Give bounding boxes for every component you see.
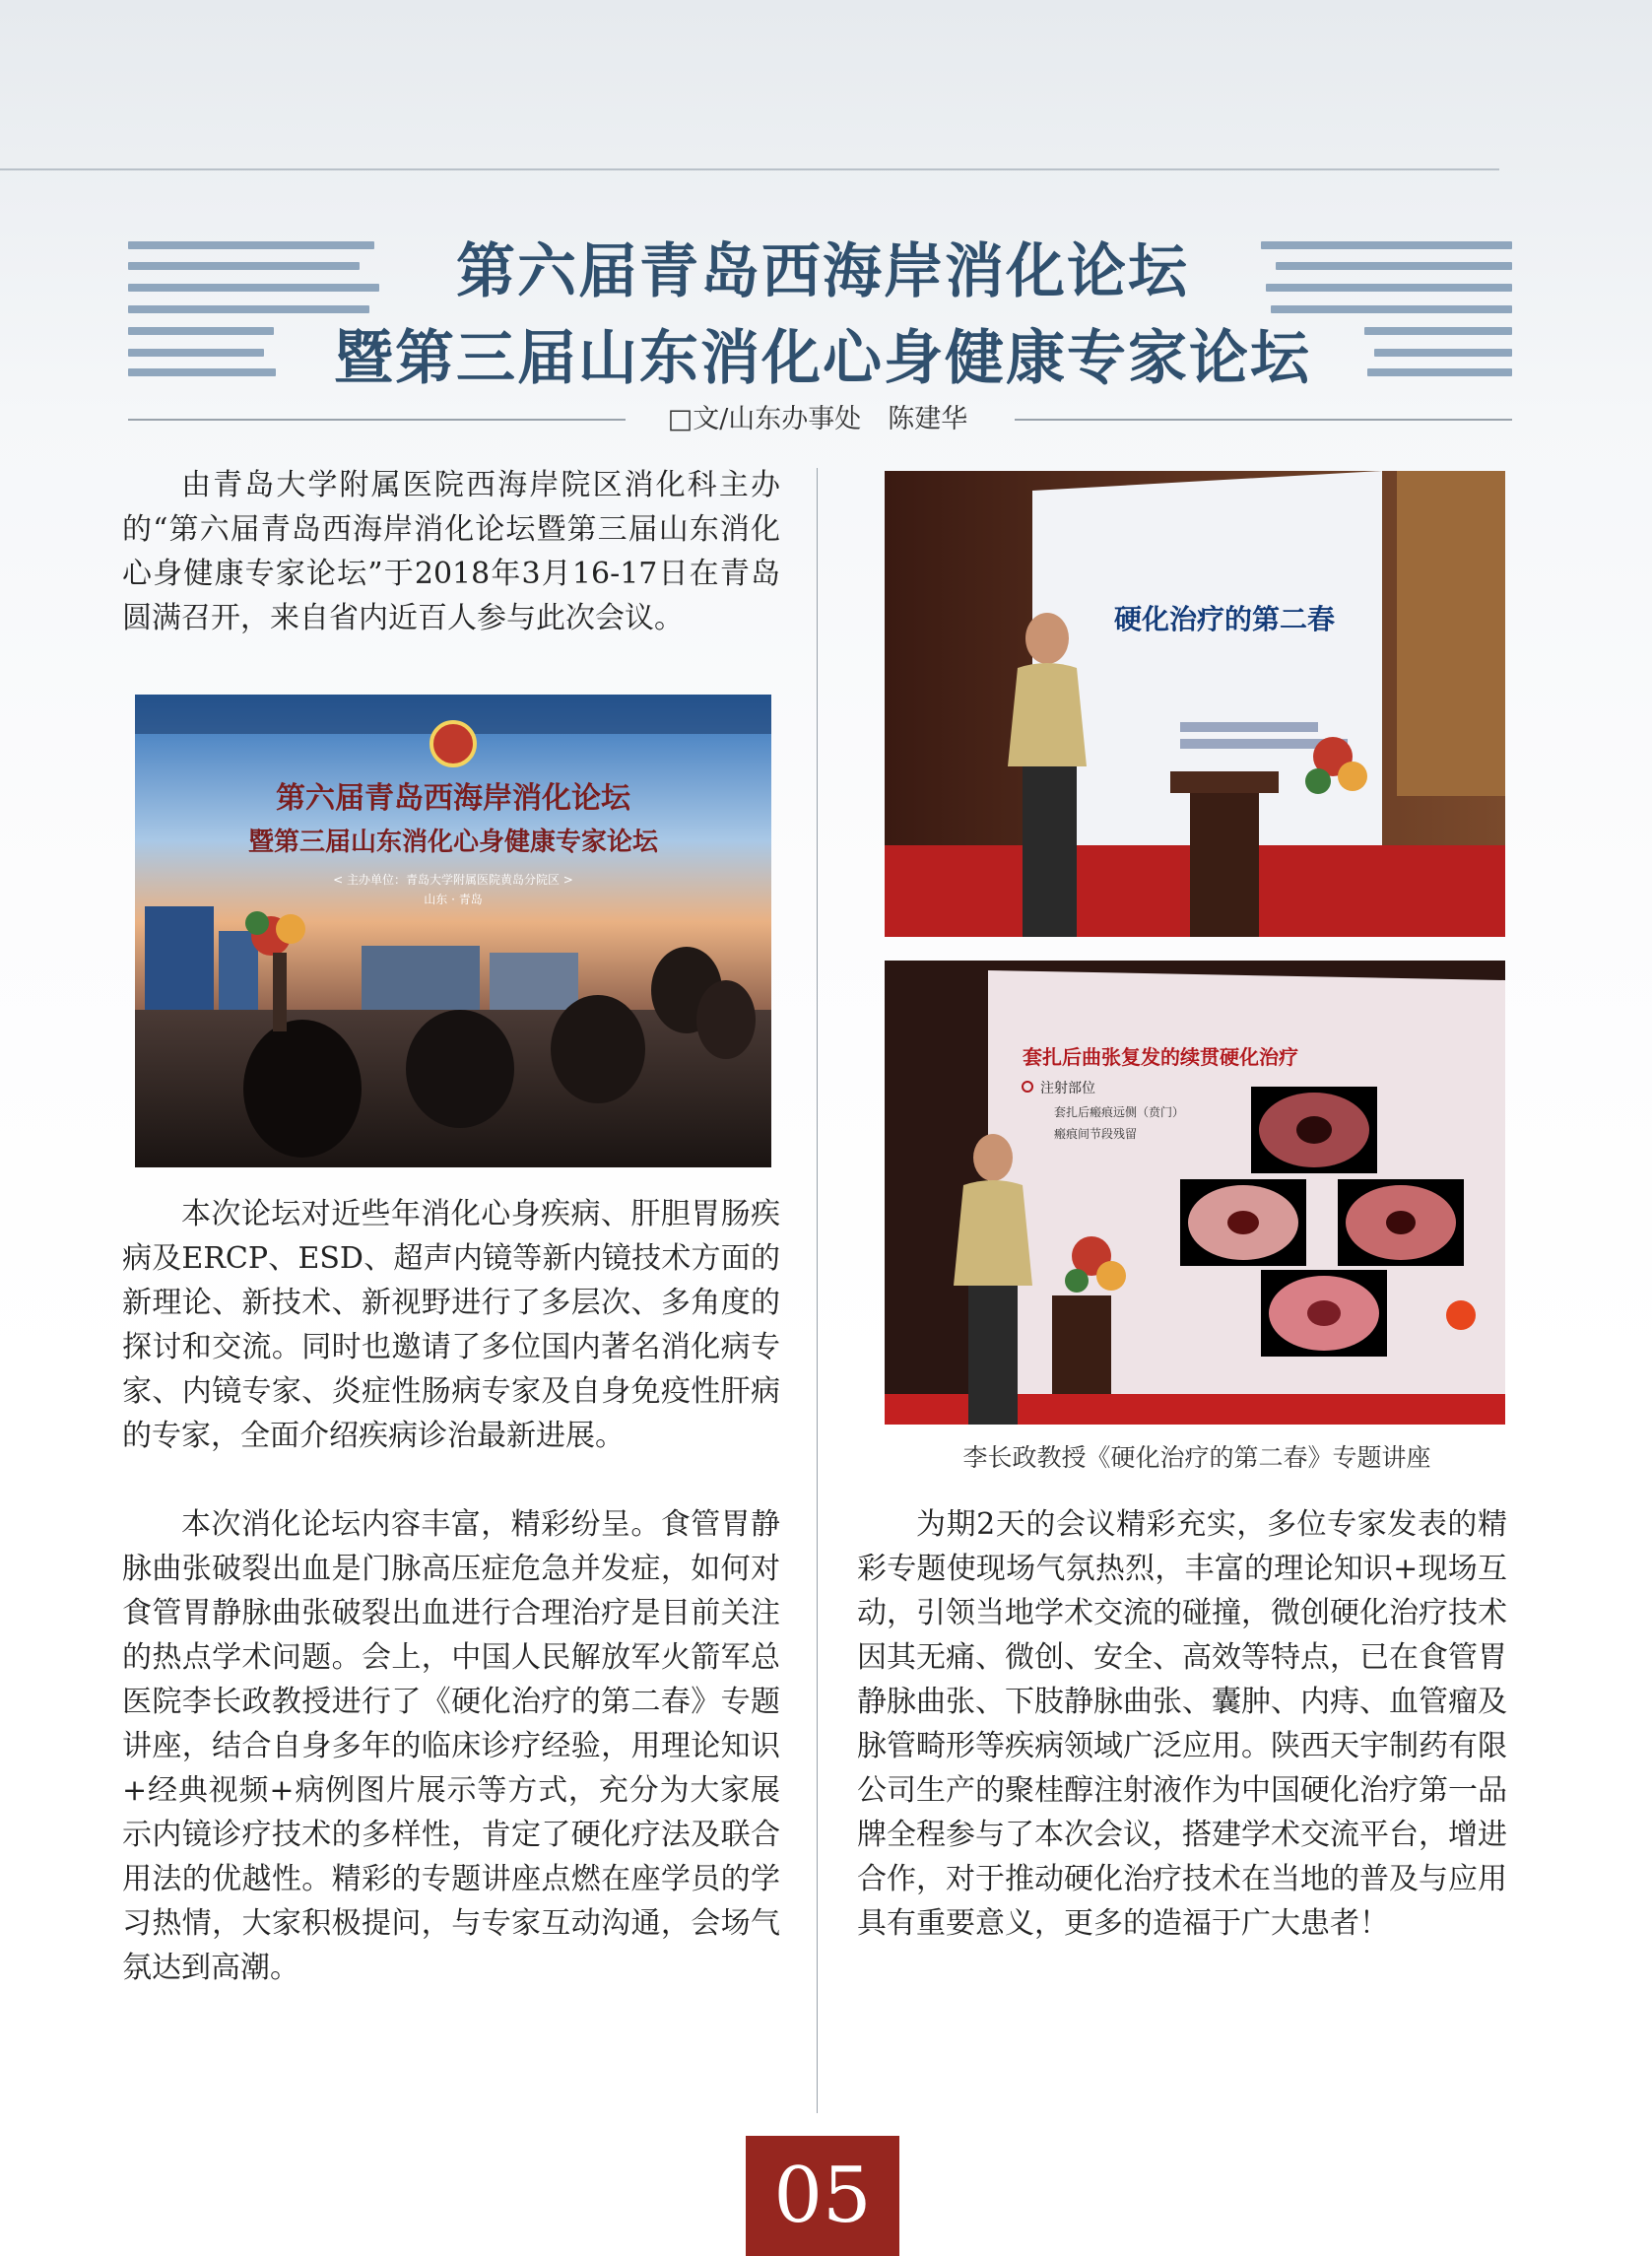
photo-forum-banner-art (135, 695, 771, 1167)
photo-caption: 李长政教授《硬化治疗的第二春》专题讲座 (962, 1443, 1431, 1472)
article-title-line-2: 暨第三届山东消化心身健康专家论坛 (334, 324, 1311, 393)
byline-rule-left (128, 419, 626, 421)
paragraph-summary: 为期2天的会议精彩充实，多位专家发表的精彩专题使现场气氛热烈，丰富的理论知识+现场互动，引领当地学术交流的碰撞，微创硬化治疗技术因其无痛、微创、安全、高效等特点，已在食管胃静脉曲张、下肢静脉曲张、囊肿、内痔、血管瘤及脉管畸形等疾病领域广泛应用。陕西天宇制药有限公司生产的聚桂醇注射液作为中国硬化治疗第一品牌全程参与了本次会议，搭建学术交流平台，增进合作，对于推动硬化治疗技术在当地的普及与应用具有重要意义，更多的造福于广大患者！ (857, 1507, 1507, 1941)
banner-text-line-2: 暨第三届山东消化心身健康专家论坛 (247, 828, 659, 857)
banner-location: 山东 · 青岛 (424, 893, 483, 906)
page-number: 05 (746, 2136, 899, 2256)
byline-rule-right (1015, 419, 1512, 421)
byline: □文/山东办事处 陈建华 (667, 404, 968, 434)
photo-speaker-podium-art (885, 471, 1505, 937)
banner-text-line-1: 第六届青岛西海岸消化论坛 (276, 781, 630, 816)
paragraph-intro: 由青岛大学附属医院西海岸院区消化科主办的“第六届青岛西海岸消化论坛暨第三届山东消化心身健康专家论坛”于2018年3月16-17日在青岛圆满召开，来自省内近百人参与此次会议。 (122, 468, 780, 635)
photo-lecture-slide-art (885, 961, 1505, 1425)
photo-speaker-podium (885, 471, 1505, 937)
lecture-slide-sub2: 瘢痕间节段残留 (1054, 1127, 1138, 1141)
lecture-slide-bullet: 注射部位 (1040, 1081, 1095, 1096)
banner-organizer: < 主办单位：青岛大学附属医院黄岛分院区 > (333, 873, 573, 887)
lecture-slide-title: 套扎后曲张复发的续贯硬化治疗 (1023, 1045, 1298, 1069)
paragraph-lecture: 本次消化论坛内容丰富，精彩纷呈。食管胃静脉曲张破裂出血是门脉高压症危急并发症，如何对食管胃静脉曲张破裂出血进行合理治疗是目前关注的热点学术问题。会上，中国人民解放军火箭军总医院李长政教授进行了《硬化治疗的第二春》专题讲座，结合自身多年的临床诊疗经验，用理论知识+经典视频+病例图片展示等方式，充分为大家展示内镜诊疗技术的多样性，肯定了硬化疗法及联合用法的优越性。精彩的专题讲座点燃在座学员的学习热情，大家积极提问，与专家互动沟通，会场气氛达到高潮。 (122, 1507, 780, 1985)
paragraph-topics: 本次论坛对近些年消化心身疾病、肝胆胃肠疾病及ERCP、ESD、超声内镜等新内镜技术方面的新理论、新技术、新视野进行了多层次、多角度的探讨和交流。同时也邀请了多位国内著名消化病专家、内镜专家、炎症性肠病专家及自身免疫性肝病的专家，全面介绍疾病诊治最新进展。 (122, 1197, 780, 1453)
column-divider (817, 468, 818, 2113)
lecture-slide-sub1: 套扎后瘢痕远侧（贲门） (1054, 1105, 1185, 1119)
photo-lecture-slide (885, 961, 1505, 1425)
top-rule (0, 168, 1499, 170)
podium-slide-title: 硬化治疗的第二春 (1113, 603, 1336, 635)
article-title-line-1: 第六届青岛西海岸消化论坛 (456, 237, 1189, 306)
photo-forum-banner (135, 695, 771, 1167)
